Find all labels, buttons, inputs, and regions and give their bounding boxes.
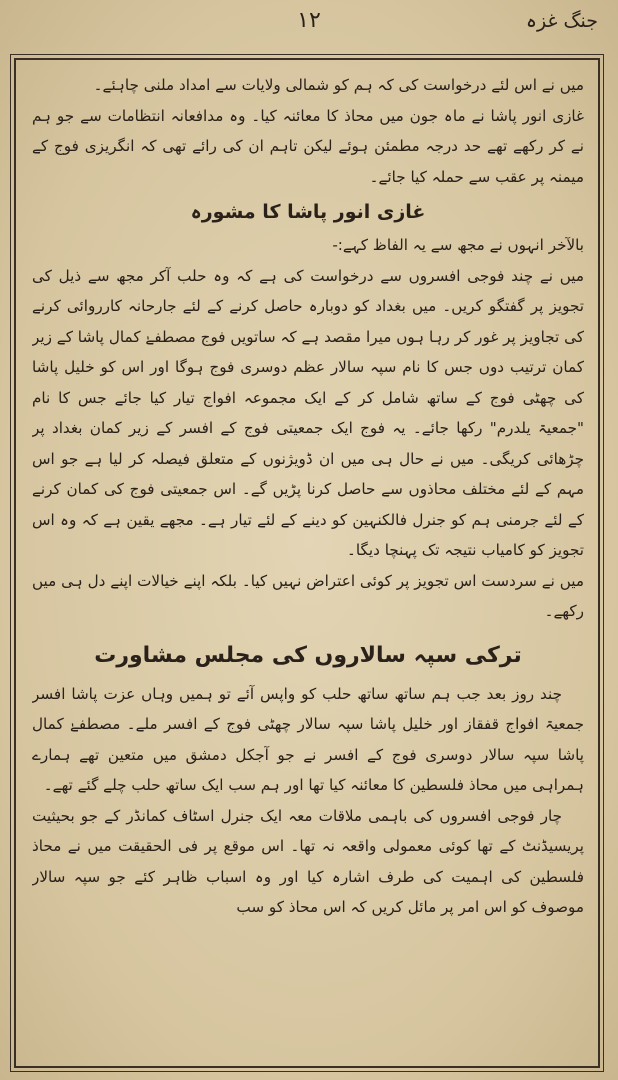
page-body: [32, 70, 584, 1062]
paragraph: بالآخر انہوں نے مجھ سے یہ الفاظ کہے:-: [332, 236, 584, 254]
section-heading: ترکی سپہ سالاروں کی مجلس مشاورت: [94, 642, 522, 668]
paragraph: غازی انور پاشا نے ماہ جون میں محاذ کا معائنہ کیا۔ وہ مدافعانہ انتظامات سے جو ہم نے کر رکھے تھے حد درجہ مطمئن ہوئے لیکن تاہم ان کی رائے تھی کہ انگریزی فوج کے میمنہ پر عقب سے حملہ کیا جائے۔: [32, 106, 584, 186]
paragraph: چند روز بعد جب ہم ساتھ ساتھ حلب کو واپس آئے تو ہمیں وہاں عزت پاشا افسر جمعیۃ افواج قفقاز اور خلیل پاشا سپہ سالار چھٹی فوج کے افسر ملے۔ مصطفےٰ کمال پاشا سپہ سالار دوسری فوج کے افسر نے جو آجکل دمشق میں متعین تھے ہمارے ہمراہی میں محاذ فلسطین کا معائنہ کیا تھا اور ہم سب ایک ساتھ حلب چلے گئے تھے۔: [32, 684, 584, 794]
running-title: جنگ غزہ: [525, 10, 598, 32]
paragraph: چار فوجی افسروں کی باہمی ملاقات معہ ایک جنرل اسٹاف کمانڈر کے جو بحیثیت پریسیڈنٹ کے تھا کوئی معمولی واقعہ نہ تھا۔ اس موقع پر فی الحقیقت میں نے محاذ فلسطین کی اہمیت کی طرف اشارہ کیا اور وہ اسباب ظاہر کئے جو سپہ سالار موصوف کو اس امر پر مائل کریں کہ اس محاذ کو سب: [32, 806, 584, 916]
page-number: ۱۲: [297, 8, 321, 33]
paragraph: میں نے اس لئے درخواست کی کہ ہم کو شمالی ولایات سے امداد ملنی چاہئے۔: [93, 76, 584, 94]
paragraph: میں نے چند فوجی افسروں سے درخواست کی ہے کہ وہ حلب آکر مجھ سے ذیل کی تجویز پر گفتگو کریں۔ میں بغداد کو دوبارہ حاصل کرنے کے لئے جارحانہ کارروائی کرنے کی تجاویز پر غور کر رہا ہوں میرا مقصد ہے کہ ساتویں فوج مصطفےٰ کمال پاشا کے زیر کمان ترتیب دوں جس کا نام سپہ سالار عظم دوسری فوج ہوگا اور اس کو خلیل پاشا کی چھٹی فوج کے ساتھ شامل کر کے ایک مجموعہ افواج تیار کیا جائے جس کا نام "جمعیۃ یلدرم" رکھا جائے۔ یہ فوج ایک جمعیتی فوج کے افسر کے زیر کمان بغداد پر چڑھائی کریگی۔ میں نے حال ہی میں ان ڈویژنوں کے متعلق فیصلہ کر لیا ہے جو اس مہم کے لئے مختلف محاذوں سے حاصل کرنا پڑیں گے۔ اس جمعیتی فوج کی کمان کرنے کے لئے جرمنی ہم کو جنرل فالکنہین کو دینے کے لئے تیار ہے۔ مجھے یقین ہے کہ وہ اس تجویز کو کامیاب نتیجہ تک پہنچا دیگا۔: [32, 266, 584, 559]
section-heading: غازی انور پاشا کا مشورہ: [190, 201, 426, 223]
paragraph: میں نے سردست اس تجویز پر کوئی اعتراض نہیں کیا۔ بلکہ اپنے خیالات اپنے دل ہی میں رکھے۔: [32, 571, 584, 620]
page-header: [12, 6, 606, 40]
